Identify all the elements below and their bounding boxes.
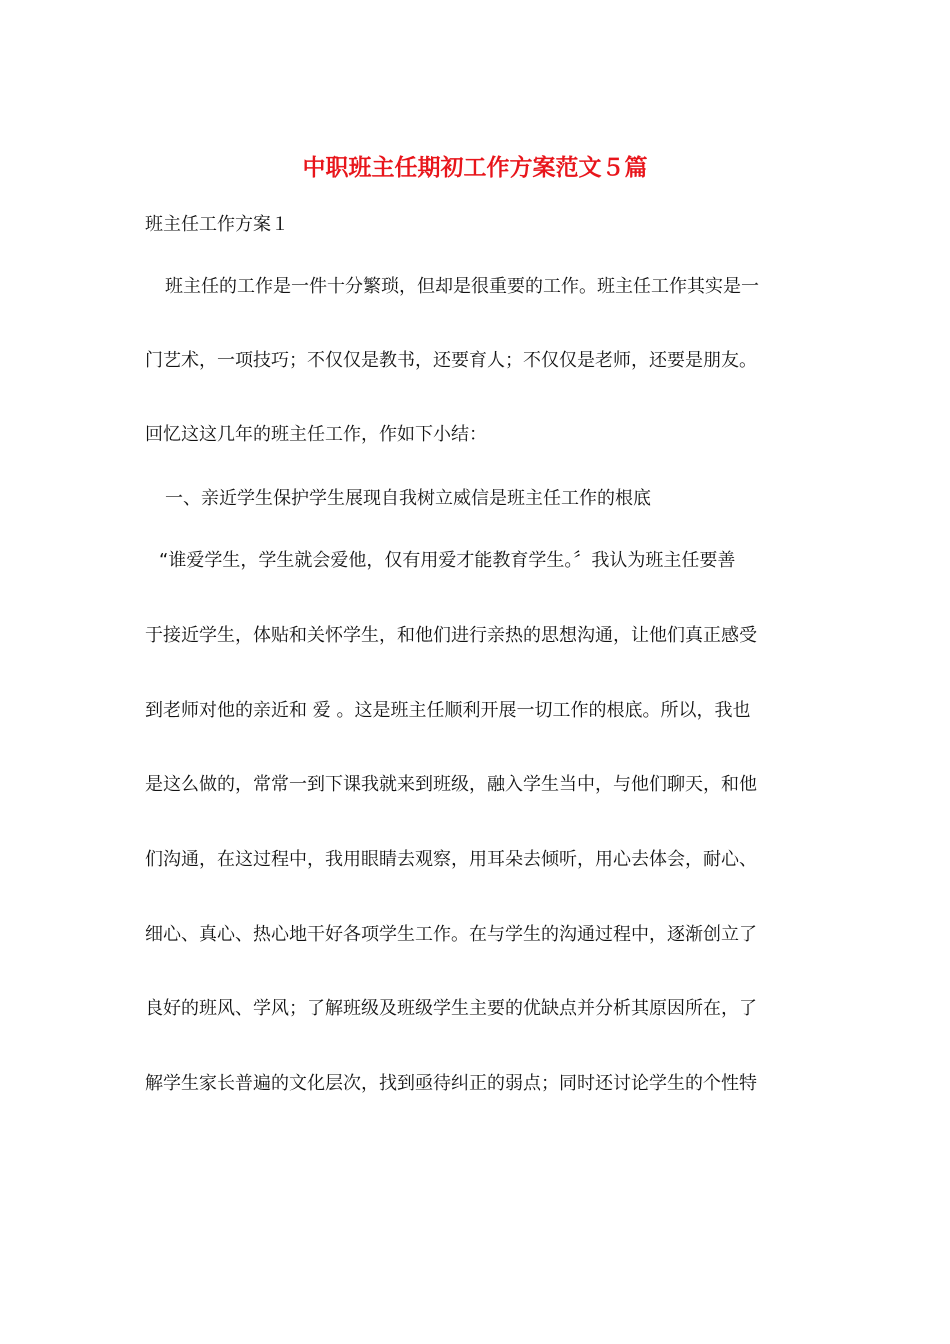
document-title: 中职班主任期初工作方案范文５篇 — [302, 154, 648, 181]
paragraph-line: 们沟通，在这过程中，我用眼睛去观察，用耳朵去倾听，用心去体会，耐心、 — [145, 849, 757, 870]
paragraph-line: 回忆这这几年的班主任工作，作如下小结： — [145, 424, 487, 445]
paragraph-line: “谁爱学生，学生就会爱他，仅有用爱才能教育学生。〞我认为班主任要善 — [159, 550, 736, 571]
paragraph-line: 到老师对他的亲近和 爱 。这是班主任顺利开展一切工作的根底。所以，我也 — [145, 700, 751, 721]
paragraph-line: 良好的班风、学风；了解班级及班级学生主要的优缺点并分析其原因所在，了 — [145, 998, 757, 1019]
subsection-heading: 一、亲近学生保护学生展现自我树立威信是班主任工作的根底 — [165, 488, 651, 509]
paragraph-line: 班主任的工作是一件十分繁琐，但却是很重要的工作。班主任工作其实是一 — [165, 276, 759, 297]
paragraph-line: 解学生家长普遍的文化层次，找到亟待纠正的弱点；同时还讨论学生的个性特 — [145, 1073, 757, 1094]
section-heading: 班主任工作方案１ — [145, 214, 289, 235]
paragraph-line: 是这么做的，常常一到下课我就来到班级，融入学生当中，与他们聊天，和他 — [145, 774, 757, 795]
paragraph-line: 于接近学生，体贴和关怀学生，和他们进行亲热的思想沟通，让他们真正感受 — [145, 625, 757, 646]
paragraph-line: 细心、真心、热心地干好各项学生工作。在与学生的沟通过程中，逐渐创立了 — [145, 924, 757, 945]
paragraph-line: 门艺术，一项技巧；不仅仅是教书，还要育人；不仅仅是老师，还要是朋友。 — [145, 350, 757, 371]
